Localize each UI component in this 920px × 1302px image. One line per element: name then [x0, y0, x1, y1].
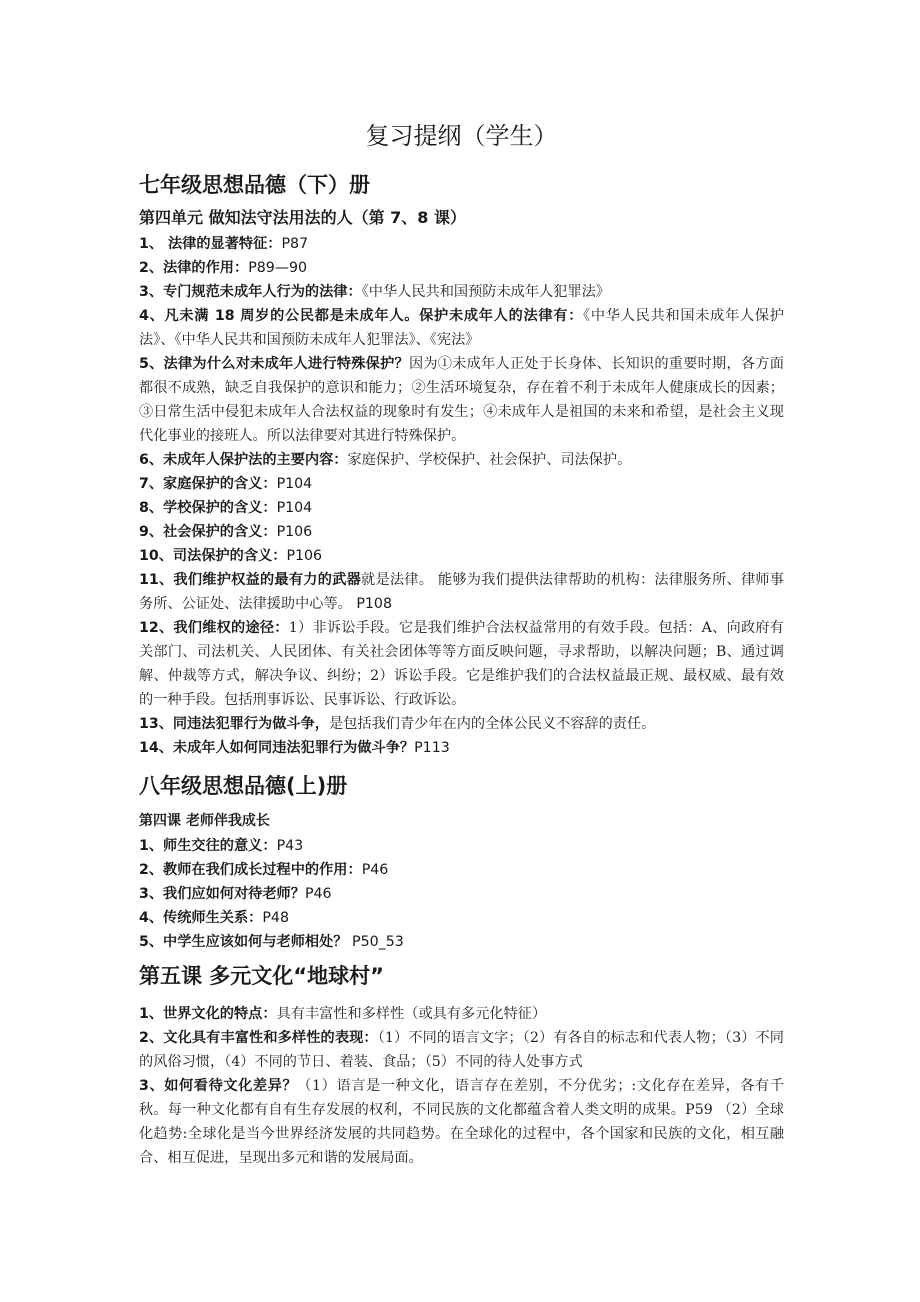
list-item: 2、法律的作用：P89—90 — [139, 260, 308, 276]
list-item: 2、文化具有丰富性和多样性的表现：（1）不同的语言文字；（2）有各自的标志和代表人物；（3）不同的风俗习惯，（4）不同的节日、着装、食品；（5）不同的待人处事方式 — [139, 1030, 784, 1070]
list-item: 1、 法律的显著特征：P87 — [139, 236, 309, 252]
list-item: 11、我们维护权益的最有力的武器就是法律。 能够为我们提供法律帮助的机构：法律服务所、律师事务所、公证处、法律援助中心等。 P108 — [139, 572, 784, 612]
document-title: 复习提纲（学生） — [365, 122, 558, 150]
list-item: 5、中学生应该如何与老师相处？ P50_53 — [139, 934, 404, 950]
list-item: 9、社会保护的含义：P106 — [139, 524, 313, 540]
list-item: 5、法律为什么对未成年人进行特殊保护？因为①未成年人正处于长身体、长知识的重要时期，各方面都很不成熟，缺乏自我保护的意识和能力；②生活环境复杂，存在着不利于未成年人健康成长的因素；③日常生活中侵犯未成年人合法权益的现象时有发生；④未成年人是祖国的未来和希望，是社会主义现代化事业的接班人。所以法律要对其进行特殊保护。 — [139, 356, 784, 444]
list-item: 1、师生交往的意义：P43 — [139, 838, 304, 854]
lesson5-items — [139, 1002, 784, 1170]
list-item: 3、专门规范未成年人行为的法律：《中华人民共和国预防未成年人犯罪法》 — [139, 284, 610, 300]
list-item: 12、我们维权的途径：1）非诉讼手段。它是我们维护合法权益常用的有效手段。包括：A、向政府有关部门、司法机关、人民团体、有关社会团体等等方面反映问题，寻求帮助，以解决问题；B、通过调解、仲裁等方式，解决争议、纠纷；2）诉讼手段。它是维护我们的合法权益最正规、最权威、最有效的一种手段。包括刑事诉讼、民事诉讼、行政诉讼。 — [139, 620, 784, 708]
unit4-items — [139, 232, 784, 760]
list-item: 8、学校保护的含义：P104 — [139, 500, 313, 516]
list-item: 4、传统师生关系：P48 — [139, 910, 289, 926]
list-item: 7、家庭保护的含义：P104 — [139, 476, 313, 492]
list-item: 13、同违法犯罪行为做斗争，是包括我们青少年在内的全体公民义不容辞的责任。 — [139, 716, 656, 732]
list-item: 3、我们应如何对待老师？P46 — [139, 886, 332, 902]
grade7-heading: 七年级思想品德（下）册 — [139, 173, 370, 197]
list-item: 3、如何看待文化差异？（1）语言是一种文化，语言存在差别，不分优劣；:文化存在差异，各有千秋。每一种文化都有自有生存发展的权利，不同民族的文化都蕴含着人类文明的成果。P59 （2）全球化趋势:全球化是当今世界经济发展的共同趋势。在全球化的过程中，各个国家和民族的文化，相互融合、相互促进，呈现出多元和谐的发展局面。 — [139, 1078, 785, 1166]
unit4-heading: 第四单元 做知法守法用法的人（第 7、8 课） — [139, 208, 466, 227]
list-item: 1、世界文化的特点：具有丰富性和多样性（或具有多元化特征） — [139, 1006, 547, 1022]
list-item: 2、教师在我们成长过程中的作用：P46 — [139, 862, 389, 878]
lesson5-heading: 第五课 多元文化“地球村” — [139, 964, 384, 988]
lesson4-items — [139, 834, 784, 954]
list-item: 4、凡未满 18 周岁的公民都是未成年人。保护未成年人的法律有：《中华人民共和国未成年人保护法》、《中华人民共和国预防未成年人犯罪法》、《宪法》 — [139, 308, 784, 348]
list-item: 14、未成年人如何同违法犯罪行为做斗争？P113 — [139, 740, 450, 756]
list-item: 6、未成年人保护法的主要内容：家庭保护、学校保护、社会保护、司法保护。 — [139, 452, 632, 468]
lesson4-heading: 第四课 老师伴我成长 — [139, 813, 270, 829]
list-item: 10、司法保护的含义：P106 — [139, 548, 323, 564]
grade8-heading: 八年级思想品德(上)册 — [139, 774, 348, 798]
